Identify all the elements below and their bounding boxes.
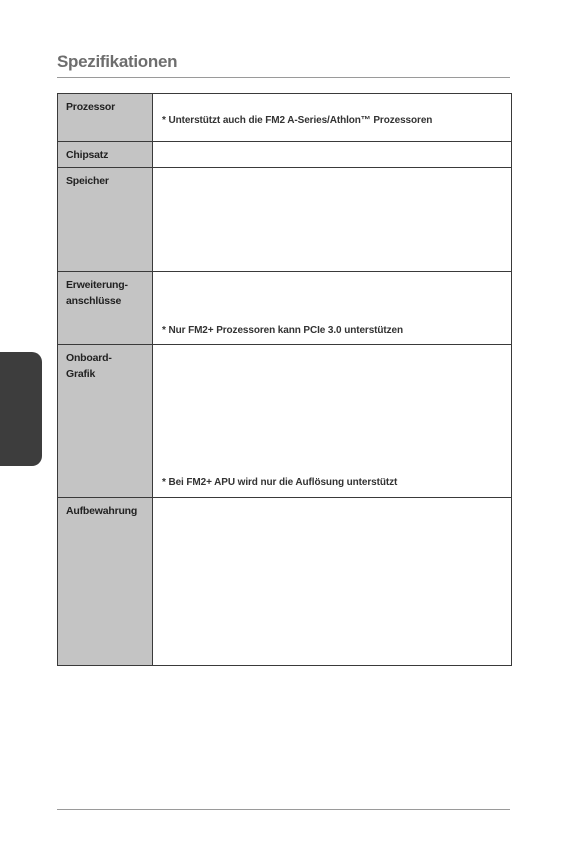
spec-label <box>58 345 153 497</box>
spec-label <box>58 272 153 344</box>
spec-table <box>57 93 512 666</box>
chapter-side-tab <box>0 352 42 466</box>
spec-label-line: Onboard- <box>66 352 112 364</box>
spec-row-aufbewahrung <box>58 497 511 665</box>
spec-label <box>58 94 153 141</box>
spec-row-speicher <box>58 167 511 271</box>
title-divider <box>57 77 510 78</box>
spec-label-line: Grafik <box>66 368 96 380</box>
spec-note: * Bei FM2+ APU wird nur die Auflösung unterstützt <box>162 477 398 488</box>
spec-row-chipsatz <box>58 141 511 167</box>
spec-row-onboard-grafik <box>58 344 511 497</box>
spec-label <box>58 498 153 665</box>
spec-label-line: Chipsatz <box>66 149 109 161</box>
spec-label <box>58 168 153 271</box>
footer-divider <box>57 809 510 810</box>
spec-label-line: Aufbewahrung <box>66 505 138 517</box>
spec-row-prozessor <box>58 94 511 141</box>
spec-label <box>58 142 153 167</box>
spec-label-line: Speicher <box>66 175 109 187</box>
spec-label-line: Erweiterung- <box>66 279 128 291</box>
spec-note: * Nur FM2+ Prozessoren kann PCIe 3.0 unterstützen <box>162 325 403 336</box>
spec-note: * Unterstützt auch die FM2 A-Series/Athlon™ Prozessoren <box>162 115 433 126</box>
spec-row-erweiterung <box>58 271 511 344</box>
spec-label-line: anschlüsse <box>66 295 122 307</box>
page-title: Spezifikationen <box>57 52 178 71</box>
spec-label-line: Prozessor <box>66 101 115 113</box>
